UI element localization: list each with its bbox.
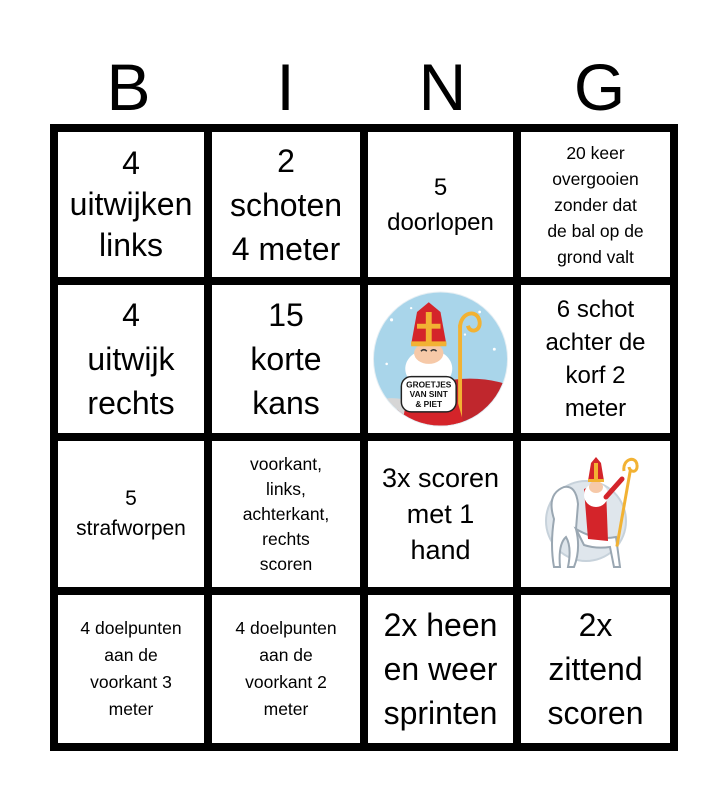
cell-text: 4 doelpunten aan de voorkant 2 meter [235, 618, 337, 719]
bingo-cell-3[interactable] [368, 132, 513, 277]
cell-text: 4 uitwijken links [69, 145, 193, 263]
header-letter-b: B [106, 50, 151, 124]
cell-text: 4 uitwijk rechts [87, 297, 175, 421]
cell-text: 3x scoren met 1 hand [381, 463, 500, 565]
bingo-cell-8[interactable] [521, 285, 670, 433]
bingo-cell-7-image[interactable] [368, 285, 513, 433]
bingo-cell-16[interactable] [521, 595, 670, 743]
cell-text: 2 schoten 4 meter [229, 142, 343, 267]
bingo-header [50, 52, 678, 122]
cell-text: 4 doelpunten aan de voorkant 3 meter [80, 618, 182, 719]
bingo-cell-5[interactable] [58, 285, 204, 433]
header-letter-g: G [573, 50, 626, 124]
bingo-cell-15[interactable] [368, 595, 513, 743]
cell-text: 5 doorlopen [387, 173, 494, 236]
bingo-cell-1[interactable] [58, 132, 204, 277]
bingo-cell-13[interactable] [58, 595, 204, 743]
bingo-cell-14[interactable] [212, 595, 360, 743]
bingo-cell-10[interactable] [212, 441, 360, 587]
bingo-cell-12-image[interactable] [521, 441, 670, 587]
sint-on-horse-illustration [536, 449, 656, 579]
badge-text-2: VAN SINT [409, 389, 448, 400]
header-letter-n: N [418, 50, 467, 124]
cell-text: voorkant, links, achterkant, rechts scoren [242, 453, 330, 574]
bingo-cell-2[interactable] [212, 132, 360, 277]
badge-text-1: GROETJES [406, 379, 452, 390]
cell-text: 5 strafworpen [76, 487, 186, 540]
cell-text: 2x heen en weer sprinten [383, 607, 498, 731]
bingo-cell-11[interactable] [368, 441, 513, 587]
header-letter-i: I [276, 50, 295, 124]
cell-text: 2x zittend scoren [547, 607, 644, 731]
bingo-grid [50, 124, 678, 751]
bingo-cell-4[interactable] [521, 132, 670, 277]
sint-badge-illustration [372, 289, 509, 429]
bingo-cell-6[interactable] [212, 285, 360, 433]
cell-text: 20 keer overgooien zonder dat de bal op de grond valt [547, 142, 644, 267]
badge-text-3: & PIET [415, 398, 443, 409]
badge-speech-bubble [401, 377, 456, 412]
bingo-cell-9[interactable] [58, 441, 204, 587]
cell-text: 6 schot achter de korf 2 meter [545, 296, 646, 422]
cell-text: 15 korte kans [250, 297, 322, 421]
